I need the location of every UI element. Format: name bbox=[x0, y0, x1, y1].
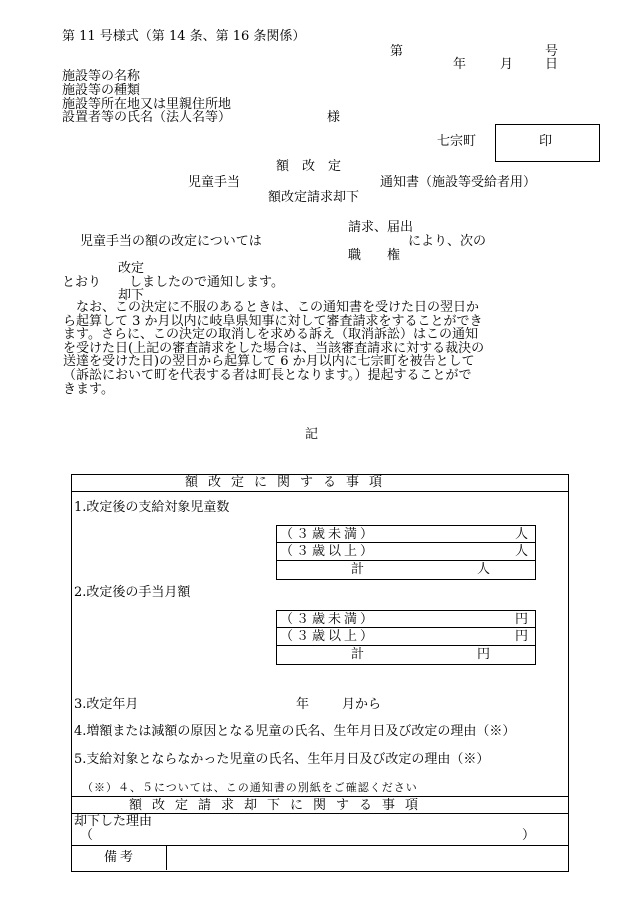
amount-under3-unit: 円 bbox=[515, 612, 529, 627]
facility-name-label: 施設等の名称 bbox=[62, 69, 141, 84]
children-over3-label: （３歳以上） bbox=[280, 544, 377, 559]
children-total-label: 計 bbox=[351, 562, 365, 577]
item3-label: 3.改定年月 bbox=[74, 697, 139, 712]
amount-over3-label: （３歳以上） bbox=[280, 629, 377, 644]
title-top: 額 改 定 bbox=[276, 159, 342, 174]
body-toori: とおり bbox=[62, 275, 102, 290]
annex-note: （※）４、５については、この通知書の別紙をご確認ください bbox=[82, 781, 418, 794]
amount-over3-unit: 円 bbox=[515, 629, 529, 644]
body-line2: しましたので通知します。 bbox=[129, 275, 284, 290]
choice-kyakka: 却下 bbox=[118, 288, 145, 303]
form-number: 第 11 号様式（第 14 条、第 16 条関係） bbox=[62, 29, 306, 44]
children-over3-unit: 人 bbox=[515, 544, 529, 559]
item3-year: 年 bbox=[296, 697, 310, 712]
owner-name-label: 設置者等の氏名（法人名等） bbox=[62, 110, 232, 125]
table-header-revision: 額改定に関する事項 bbox=[185, 475, 393, 490]
item1-label: 1.改定後の支給対象児童数 bbox=[74, 500, 230, 515]
item3-month-from: 月から bbox=[342, 697, 382, 712]
issuer-town: 七宗町 bbox=[437, 134, 477, 149]
table-divider bbox=[276, 645, 535, 646]
item4-label: 4.増額または減額の原因となる児童の氏名、生年月日及び改定の理由（※） bbox=[74, 724, 516, 739]
table-divider bbox=[71, 796, 568, 797]
table-divider bbox=[276, 627, 535, 628]
date-day: 日 bbox=[545, 57, 559, 72]
body-line1-left: 児童手当の額の改定については bbox=[80, 234, 262, 249]
date-year: 年 bbox=[453, 57, 467, 72]
rejection-reason-label: 却下した理由 bbox=[74, 814, 153, 829]
amount-total-label: 計 bbox=[351, 647, 365, 662]
choice-request: 請求、届出 bbox=[348, 220, 414, 235]
date-month: 月 bbox=[500, 57, 514, 72]
amount-under3-label: （３歳未満） bbox=[280, 612, 377, 627]
doc-no-go: 号 bbox=[545, 44, 559, 59]
title-bottom: 額改定請求却下 bbox=[268, 190, 360, 205]
facility-address-label: 施設等所在地又は里親住所地 bbox=[62, 97, 232, 112]
choice-kaitei: 改定 bbox=[118, 261, 145, 276]
appeal-notice: なお、この決定に不服のあるときは、この通知書を受けた日の翌日か ら起算して 3 か月以内に岐阜県知事に対して審査請求をすることができ ます。さらに、この決定の取消しを求める訴え（取消訴訟）はこの通知 を受けた日(上記の審査請求をした場合は、当該審査請求に対する裁決の 送達を受けた日)の翌日から起算して 6 か月以内に七宗町を被告として （訴訟において町を代表する者は町長となります。）提起することがで きます。 bbox=[63, 300, 485, 397]
facility-type-label: 施設等の種類 bbox=[62, 83, 141, 98]
table-divider bbox=[166, 845, 167, 870]
table-divider bbox=[71, 491, 568, 492]
amount-total-unit: 円 bbox=[477, 647, 491, 662]
choice-ex-officio: 職 権 bbox=[348, 248, 401, 263]
doc-no-dai: 第 bbox=[390, 44, 404, 59]
table-divider bbox=[276, 560, 535, 561]
item2-label: 2.改定後の手当月額 bbox=[74, 585, 191, 600]
table-header-rejection: 額改定請求却下に関する事項 bbox=[129, 798, 429, 813]
children-under3-unit: 人 bbox=[515, 527, 529, 542]
table-divider bbox=[71, 845, 568, 846]
body-line1-right: により、次の bbox=[408, 234, 487, 249]
ki-heading: 記 bbox=[305, 427, 319, 442]
honorific-sama: 様 bbox=[327, 110, 341, 125]
title-right: 通知書（施設等受給者用） bbox=[380, 175, 537, 190]
seal-mark: 印 bbox=[539, 134, 553, 149]
title-left: 児童手当 bbox=[188, 175, 241, 190]
paren-open: （ bbox=[80, 828, 94, 843]
table-divider bbox=[276, 542, 535, 543]
remarks-label: 備考 bbox=[104, 850, 137, 865]
children-under3-label: （３歳未満） bbox=[280, 527, 377, 542]
item5-label: 5.支給対象とならなかった児童の氏名、生年月日及び改定の理由（※） bbox=[74, 752, 490, 767]
children-total-unit: 人 bbox=[477, 562, 491, 577]
paren-close: ） bbox=[522, 828, 536, 843]
